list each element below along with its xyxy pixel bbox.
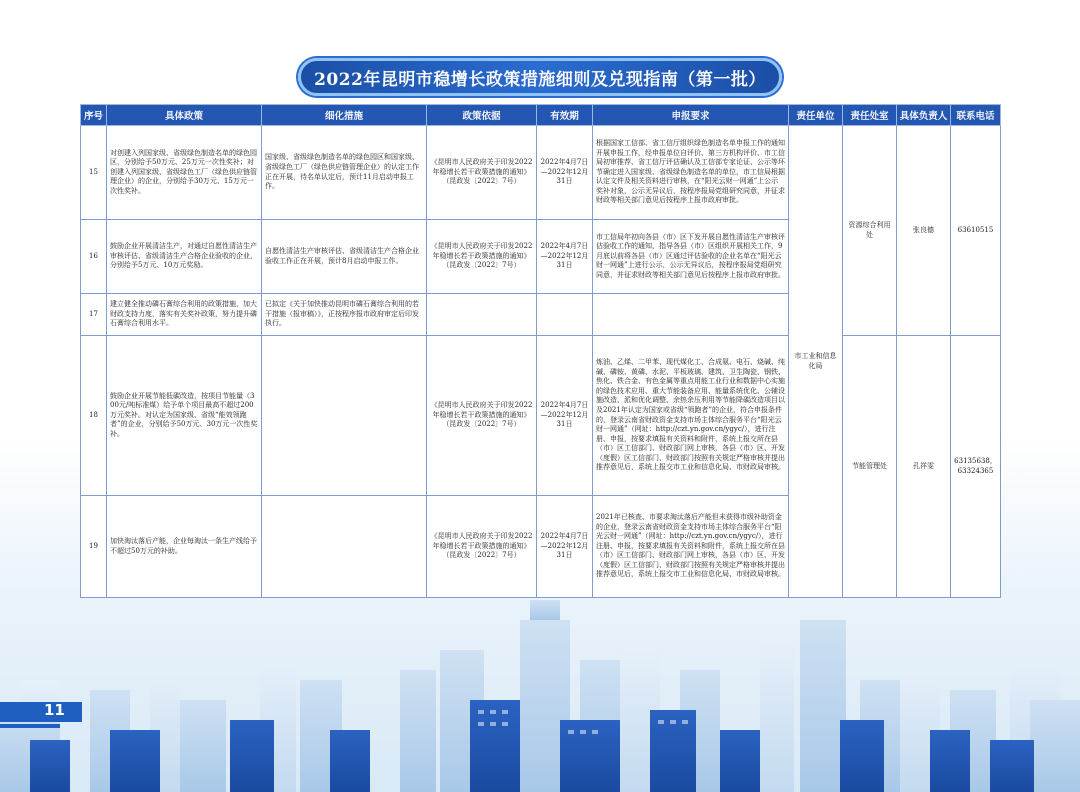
table-row	[81, 126, 1001, 220]
page-number: 11	[44, 701, 65, 719]
cell-validity: 2022年4月7日—2022年12月31日	[537, 336, 593, 496]
header-measures: 细化措施	[262, 105, 427, 126]
cell-measures	[262, 336, 427, 496]
table-header-row	[81, 105, 1001, 126]
header-office: 责任处室	[843, 105, 897, 126]
cell-person-b: 孔祥雯	[897, 336, 951, 598]
cell-policy: 鼓励企业开展节能低碳改造，按项目节能量（300元/吨标准煤）给予单个项目最高不超过200万元奖补。对认定为国家级、省级“能效领跑者”的企业，分别给予50万元、30万元一次性奖补。	[107, 336, 262, 496]
title-banner	[298, 58, 782, 96]
cell-seq: 18	[81, 336, 107, 496]
cell-phone-b: 63135638，63324365	[951, 336, 1001, 598]
cell-measures: 已拟定《关于加快推动昆明市磷石膏综合利用的若干措施（报审稿）》，正按程序报市政府审定后印发执行。	[262, 294, 427, 336]
cell-basis: 《昆明市人民政府关于印发2022年稳增长若干政策措施的通知》（昆政发〔2022〕7号）	[427, 496, 537, 598]
cell-policy: 加快淘汰落后产能，企业每淘汰一条生产线给予不超过50万元的补助。	[107, 496, 262, 598]
cell-requirements: 市工信局年初向各县（市）区下发开展自愿性清洁生产审核评估验收工作的通知，指导各县（市）区组织开展相关工作，9月底以前将各县（市）区通过评估验收的企业名单在“阳光云财一网通”上进行公示，公示无异议后，按程序报局党组研究同意，并征求财政等相关部门意见后按程序上报市政府审批。	[593, 220, 789, 294]
cell-policy: 对创建入列国家级、省级绿色制造名单的绿色园区，分别给予50万元、25万元一次性奖补；对创建入列国家级、省级绿色工厂（绿色供应链管理企业）的企业，分别给予30万元、15万元一次性奖补。	[107, 126, 262, 220]
page-number-underline	[0, 724, 60, 728]
header-requirements: 申报要求	[593, 105, 789, 126]
cell-office-b: 节能管理处	[843, 336, 897, 598]
cell-basis: 《昆明市人民政府关于印发2022年稳增长若干政策措施的通知》（昆政发〔2022〕7号）	[427, 336, 537, 496]
cell-measures	[262, 496, 427, 598]
cell-seq: 17	[81, 294, 107, 336]
cell-requirements	[593, 294, 789, 336]
cell-office-a: 资源综合利用处	[843, 126, 897, 336]
header-validity: 有效期	[537, 105, 593, 126]
table-row	[81, 336, 1001, 496]
cell-policy: 鼓励企业开展清洁生产，对通过自愿性清洁生产审核评估、省级清洁生产合格企业验收的企业，分别给予5万元、10万元奖励。	[107, 220, 262, 294]
page-title: 2022年昆明市稳增长政策措施细则及兑现指南（第一批）	[314, 69, 766, 90]
cell-seq: 15	[81, 126, 107, 220]
cell-requirements: 2021年已核查、市要求淘汰落后产能但未获得市级补助资金的企业，登录云南省财政资金支持市场主体综合服务平台“阳光云财一网通”（网址：http://czt.yn.gov.cn/ygyc/），进行注册、申报，按要求填报有关资料和附件，系统上报交所在县（市）区工信部门、财政部门网上审核，各县（市）区、开发（度假）区工信部门、财政部门按照有关规定严格审核并提出推荐意见后，系统上报交市工业和信息化局、市财政局审核。	[593, 496, 789, 598]
cell-policy: 建立健全推动磷石膏综合利用的政策措施，加大财政支持力度，落实有关奖补政策，努力提升磷石膏综合利用水平。	[107, 294, 262, 336]
cell-basis	[427, 294, 537, 336]
cell-seq: 16	[81, 220, 107, 294]
cell-measures: 自愿性清洁生产审核评估、省级清洁生产合格企业验收工作正在开展，预计8月启动申报工作。	[262, 220, 427, 294]
cell-validity: 2022年4月7日—2022年12月31日	[537, 126, 593, 220]
cell-person-a: 张良德	[897, 126, 951, 336]
header-seq: 序号	[81, 105, 107, 126]
cell-validity: 2022年4月7日—2022年12月31日	[537, 496, 593, 598]
cell-requirements: 根据国家工信部、省工信厅组织绿色制造名单申报工作的通知开展申报工作，经申报单位自评价、第三方机构评价、市工信局初审推荐、省工信厅评估确认及工信部专家论证、公示等环节确定进入国家级、省级绿色制造名单的单位，市工信局根据认定文件及相关资料进行审核，在“阳光云财一网通”上公示奖补对象，公示无异议后，按程序报局党组研究同意，并征求财政等相关部门意见后按程序上报市政府审批。	[593, 126, 789, 220]
header-basis: 政策依据	[427, 105, 537, 126]
page-number-bar	[0, 702, 82, 722]
cell-basis: 《昆明市人民政府关于印发2022年稳增长若干政策措施的通知》（昆政发〔2022〕7号）	[427, 126, 537, 220]
cell-validity: 2022年4月7日—2022年12月31日	[537, 220, 593, 294]
header-policy: 具体政策	[107, 105, 262, 126]
header-phone: 联系电话	[951, 105, 1001, 126]
cell-unit: 市工业和信息化局	[789, 126, 843, 598]
cell-phone-a: 63610515	[951, 126, 1001, 336]
cell-seq: 19	[81, 496, 107, 598]
cell-validity	[537, 294, 593, 336]
header-unit: 责任单位	[789, 105, 843, 126]
cell-basis: 《昆明市人民政府关于印发2022年稳增长若干政策措施的通知》（昆政发〔2022〕7号）	[427, 220, 537, 294]
cell-requirements: 炼油、乙烯、二甲苯、现代煤化工、合成氨、电石、烧碱、纯碱、磷铵、黄磷、水泥、平板玻璃、建筑、卫生陶瓷、钢铁、焦化、铁合金、有色金属等重点用能工业行业和数据中心实施的绿色技术应用、重大节能装备应用、能量系统优化、公辅设施改造、派和优化调整、余热余压利用等节能降碳改造项目以及2021年认定为国家或省级“领跑者”的企业，符合申报条件的，登录云南省财政资金支持市场主体综合服务平台“阳光云财一网通”（网址：http://czt.yn.gov.cn/ygyc/），进行注册、申报，按要求填报有关资料和附件，系统上报交所在县（市）区工信部门、财政部门网上审核，各县（市）区、开发（度假）区工信部门、财政部门按照有关规定严格审核并提出推荐意见后，系统上报交市工业和信息化局、市财政局审核。	[593, 336, 789, 496]
cell-measures: 国家级、省级绿色制造名单的绿色园区和国家级、省级绿色工厂（绿色供应链管理企业）的认定工作正在开展，待名单认定后，预计11月启动申报工作。	[262, 126, 427, 220]
policy-table	[80, 104, 1001, 598]
header-person: 具体负责人	[897, 105, 951, 126]
